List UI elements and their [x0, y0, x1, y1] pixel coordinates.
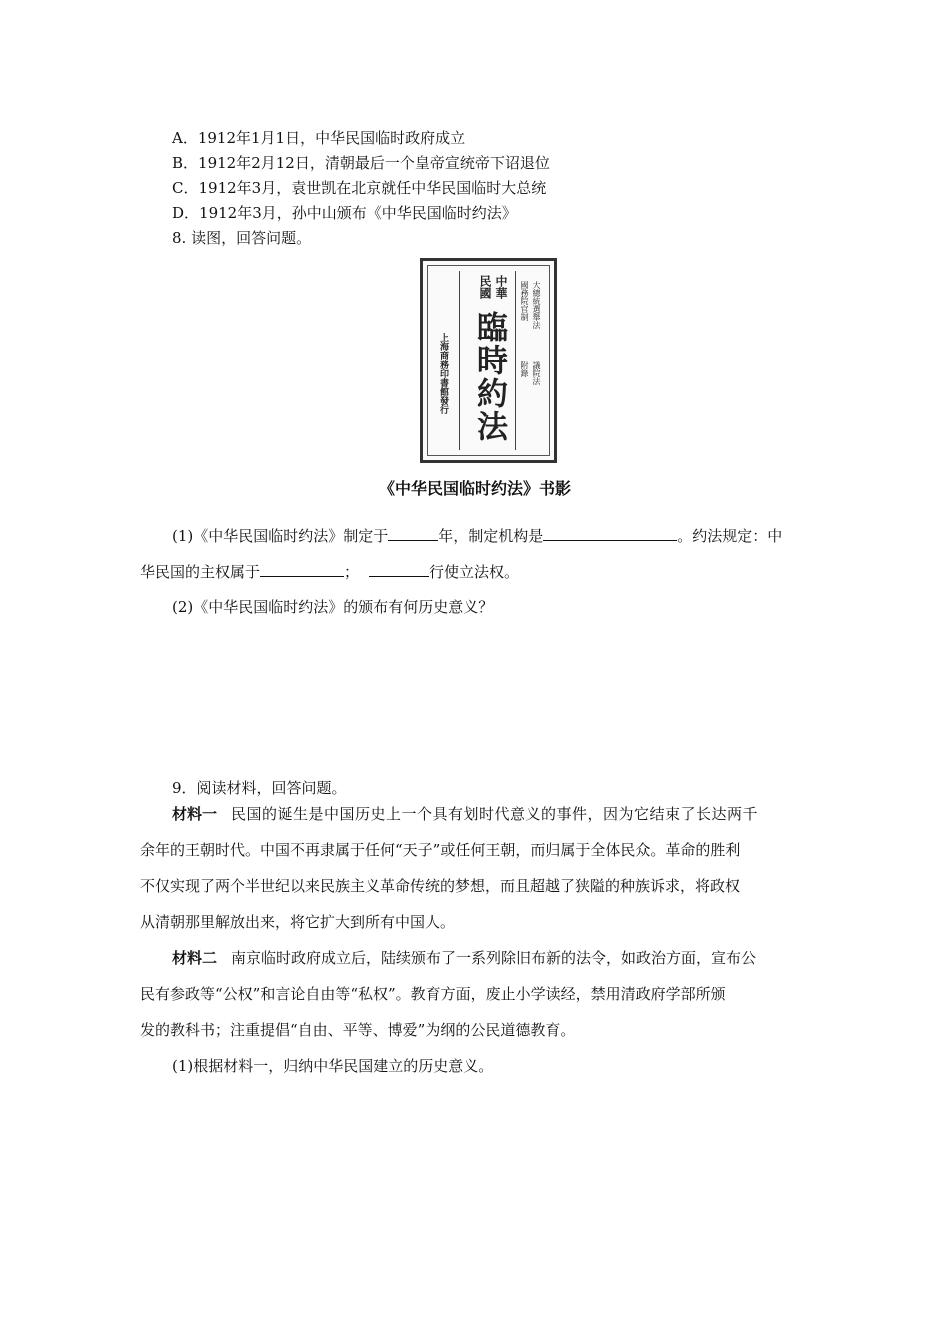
sub1-text-a: (1)《中华民国临时约法》制定于: [172, 527, 389, 545]
cover-divider-left: [459, 271, 460, 450]
blank-institution[interactable]: [543, 525, 677, 541]
cover-publisher: 上海商務印書館發行: [438, 333, 448, 414]
option-b: B．1912年2月12日，清朝最后一个皇帝宣统帝下诏退位: [172, 154, 550, 172]
blank-sovereignty[interactable]: [260, 561, 344, 577]
material-1-label: 材料一: [172, 805, 218, 823]
material-2-text-1: 南京临时政府成立后，陆续颁布了一系列除旧布新的法令，如政治方面，宣布公: [231, 949, 757, 967]
question-9-stem: 9．阅读材料，回答问题。: [172, 779, 347, 797]
sub1-text-c: 。约法规定：中: [677, 527, 783, 545]
sub1-text-f: 行使立法权。: [429, 563, 520, 581]
material-1-line1: [172, 803, 758, 825]
material-1-line3: 不仅实现了两个半世纪以来民族主义革命传统的梦想，而且超越了狭隘的种族诉求，将政权: [140, 877, 741, 895]
question-8-sub1-line1: [172, 525, 782, 547]
option-d: D．1912年3月，孙中山颁布《中华民国临时约法》: [172, 204, 517, 222]
question-8-stem: 8. 读图，回答问题。: [172, 229, 312, 247]
option-c: C．1912年3月，袁世凯在北京就任中华民国临时大总统: [172, 179, 547, 197]
sub1-text-b: 年，制定机构是: [438, 527, 544, 545]
cover-subtitle-4: 附錄: [520, 361, 529, 377]
blank-year[interactable]: [388, 525, 438, 541]
figure-caption: 《中华民国临时约法》书影: [378, 479, 571, 498]
option-a: A．1912年1月1日，中华民国临时政府成立: [172, 129, 466, 147]
material-2-line3: 发的教科书；注重提倡“自由、平等、博爱”为纲的公民道德教育。: [140, 1021, 576, 1039]
blank-legislature[interactable]: [369, 561, 429, 577]
material-2-line2: 民有参政等“公权”和言论自由等“私权”。教育方面，废止小学读经，禁用清政府学部所颁: [140, 985, 726, 1003]
cover-top-label-2: 民國: [478, 275, 492, 299]
material-1-line4: 从清朝那里解放出来，将它扩大到所有中国人。: [140, 913, 456, 931]
constitution-book-cover: [420, 258, 557, 463]
cover-main-title: 臨時約法: [471, 311, 507, 443]
question-8-sub2: (2)《中华民国临时约法》的颁布有何历史意义？: [172, 598, 494, 616]
question-9-sub1: (1)根据材料一，归纳中华民国建立的历史意义。: [172, 1057, 494, 1075]
material-1-text-1: 民国的诞生是中国历史上一个具有划时代意义的事件，因为它结束了长达两千: [231, 805, 759, 823]
cover-top-label-1: 中華: [494, 275, 508, 299]
cover-subtitle-3: 國務院官制: [520, 281, 529, 321]
material-1-line2: 余年的王朝时代。中国不再隶属于任何“天子”或任何王朝，而归属于全体民众。革命的胜利: [140, 841, 741, 859]
sub1-text-e: ；: [344, 563, 360, 581]
material-2-label: 材料二: [172, 949, 218, 967]
cover-subtitle-2: 議院法: [532, 361, 541, 385]
cover-subtitle-1: 大總統選舉法: [532, 281, 541, 329]
question-8-sub1-line2: [140, 561, 519, 583]
material-2-line1: [172, 947, 756, 969]
cover-divider-right: [515, 271, 516, 450]
sub1-text-d: 华民国的主权属于: [140, 563, 261, 581]
